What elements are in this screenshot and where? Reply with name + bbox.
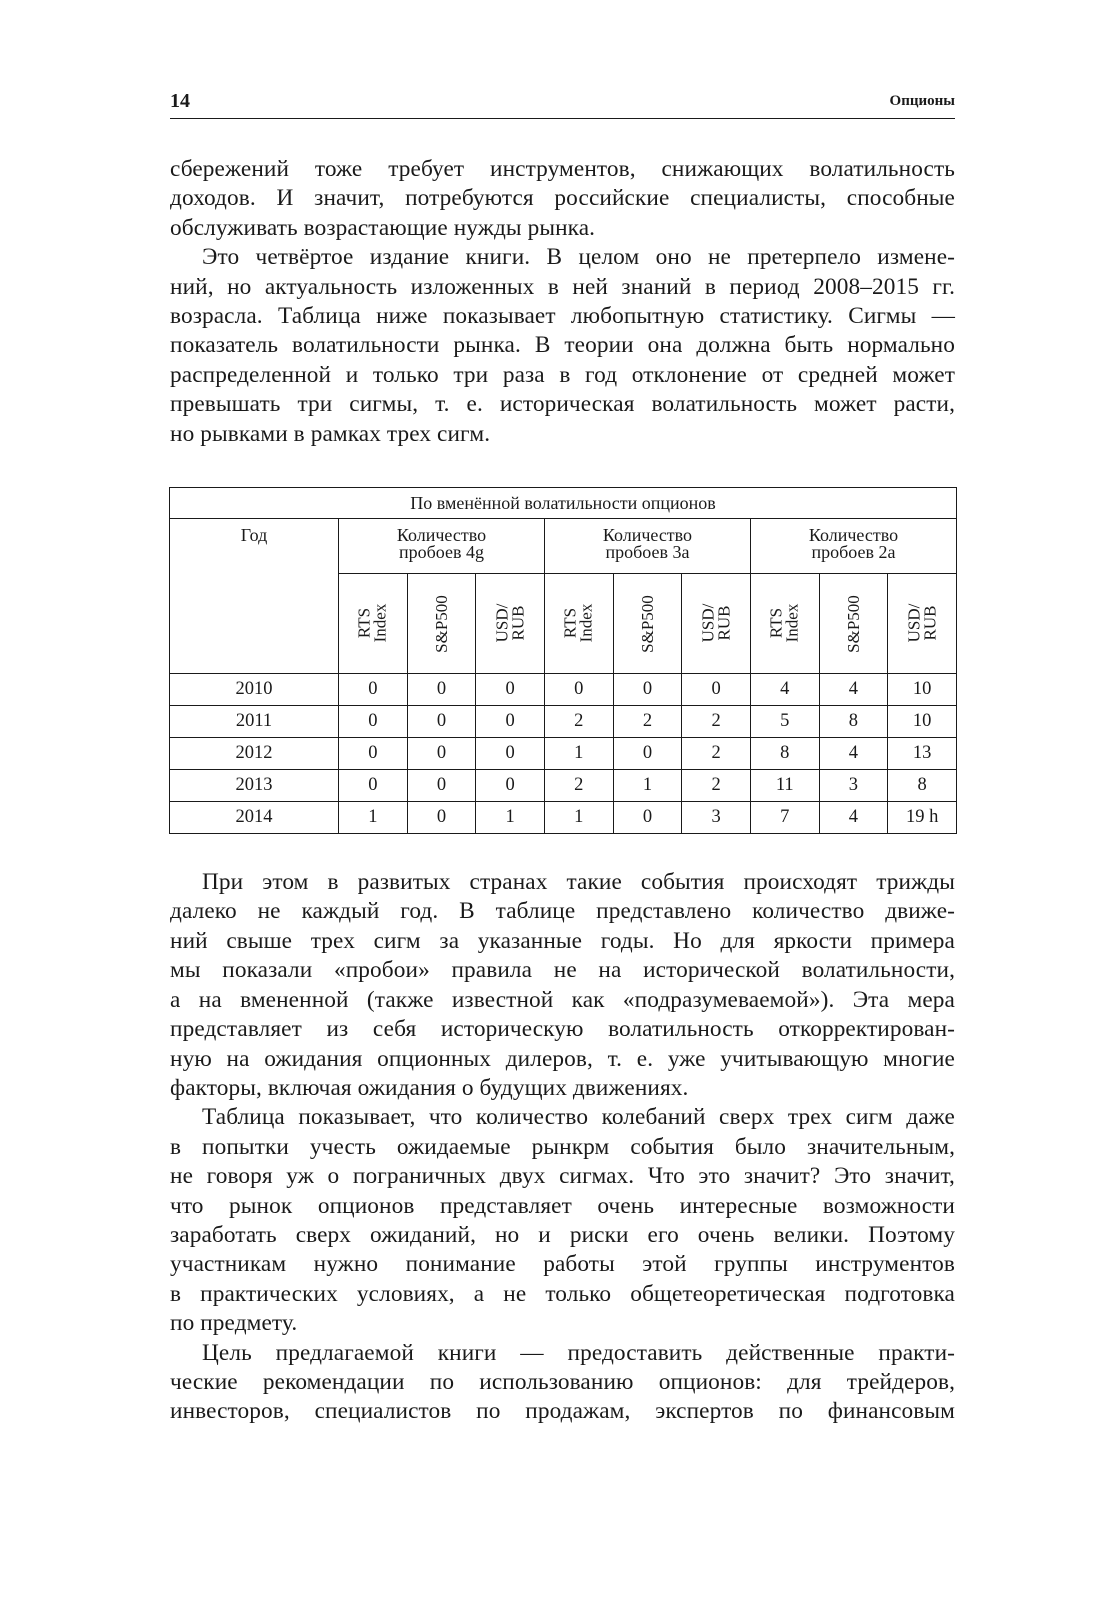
group-header-line: пробоев 3a [605,542,690,563]
table-row [170,738,957,770]
value-cell: 0 [407,770,476,802]
text-line: Цель предлагаемой книги — предоставить действенные практи- [202,1339,955,1366]
value-cell: 4 [819,802,888,834]
sub-header-sp500: S&P500 [613,574,682,674]
value-cell: 5 [750,706,819,738]
paragraph-2 [170,243,955,449]
paragraph-5 [170,1339,955,1427]
group-header-2a [750,519,956,574]
text-line: а на вмененной (также известной как «подразумеваемой»). Эта мера [170,986,955,1013]
group-header-line: Количество [808,525,899,546]
value-cell: 19 h [888,802,957,834]
text-line: по предмету. [170,1310,298,1337]
paragraph-1 [170,155,955,243]
text-line: участникам нужно понимание работы этой группы инструментов [170,1251,955,1278]
value-cell: 11 [750,770,819,802]
value-cell: 0 [613,738,682,770]
value-cell: 1 [476,802,545,834]
group-header-line: пробоев 4g [398,542,484,563]
sub-header-usdrub: USD/ RUB [682,574,751,674]
year-cell: 2010 [170,674,339,706]
value-cell: 0 [339,674,408,706]
sub-header-sp500: S&P500 [819,574,888,674]
sub-header-rts: RTS Index [750,574,819,674]
value-cell: 2 [682,706,751,738]
table-row [170,706,957,738]
volatility-table [169,487,957,834]
running-header [170,88,955,119]
text-line: что рынок опционов представляет очень интересные возможности [170,1192,955,1219]
year-cell: 2011 [170,706,339,738]
value-cell: 0 [476,674,545,706]
paragraph-3 [170,868,955,1103]
year-cell: 2014 [170,802,339,834]
text-line: При этом в развитых странах такие события происходят трижды [202,869,955,896]
value-cell: 4 [819,674,888,706]
text-line: ную на ожидания опционных дилеров, т. е. уже учитывающую многие [170,1045,955,1072]
sub-header-usdrub: USD/ RUB [888,574,957,674]
value-cell: 1 [544,802,613,834]
group-header-line: Количество [396,525,487,546]
sub-header-rts: RTS Index [339,574,408,674]
value-cell: 10 [888,706,957,738]
value-cell: 2 [682,738,751,770]
text-line: показатель волатильности рынка. В теории она должна быть нормально [170,332,955,359]
group-header-line: пробоев 2a [811,542,896,563]
value-cell: 3 [819,770,888,802]
text-line: Это четвёртое издание книги. В целом оно не претерпело измене- [202,244,955,271]
table-row [170,674,957,706]
page [170,88,955,1427]
value-cell: 2 [544,706,613,738]
text-line: инвесторов, специалистов по продажам, экспертов по финансовым [170,1398,955,1425]
text-line: в практических условиях, а не только общетеоретическая подготовка [170,1280,955,1307]
value-cell: 0 [544,674,613,706]
text-line: ний, но актуальность изложенных в ней знаний в период 2008–2015 гг. [170,273,955,300]
value-cell: 0 [476,738,545,770]
text-line: представляет из себя историческую волатильность откорректирован- [170,1016,955,1043]
text-line: не говоря уж о пограничных двух сигмах. Что это значит? Это значит, [170,1163,955,1190]
text-line: возрасла. Таблица ниже показывает любопытную статистику. Сигмы — [170,303,955,330]
text-line: заработать сверх ожиданий, но и риски его очень велики. Поэтому [170,1221,955,1248]
text-line: распределенной и только три раза в год отклонение от средней может [170,361,955,388]
value-cell: 13 [888,738,957,770]
text-line: факторы, включая ожидания о будущих движениях. [170,1074,689,1101]
value-cell: 0 [613,674,682,706]
value-cell: 0 [339,706,408,738]
value-cell: 8 [750,738,819,770]
sub-header-usdrub: USD/ RUB [476,574,545,674]
value-cell: 7 [750,802,819,834]
chapter-title: Опционы [889,93,955,109]
text-line: мы показали «пробои» правила не на исторической волатильности, [170,957,955,984]
table-row [170,802,957,834]
group-header-line: Количество [602,525,693,546]
text-line: в попытки учесть ожидаемые рынкрм события было значительным, [170,1133,955,1160]
text-line: но рывками в рамках трех сигм. [170,420,491,447]
year-cell: 2012 [170,738,339,770]
value-cell: 2 [682,770,751,802]
sub-header-sp500: S&P500 [407,574,476,674]
sub-header-rts: RTS Index [544,574,613,674]
value-cell: 4 [750,674,819,706]
text-line: ний свыше трех сигм за указанные годы. Но для яркости примера [170,927,955,954]
page-number: 14 [170,90,190,112]
text-line: Таблица показывает, что количество колебаний сверх трех сигм даже [202,1104,955,1131]
paragraph-4 [170,1103,955,1338]
value-cell: 1 [339,802,408,834]
value-cell: 0 [682,674,751,706]
value-cell: 8 [888,770,957,802]
value-cell: 10 [888,674,957,706]
value-cell: 0 [407,802,476,834]
text-line: ческие рекомендации по использованию опционов: для трейдеров, [170,1368,955,1395]
value-cell: 0 [407,674,476,706]
text-line: далеко не каждый год. В таблице представлено количество движе- [170,898,955,925]
group-header-4g [339,519,545,574]
year-column-header: Год [170,519,339,674]
value-cell: 1 [613,770,682,802]
value-cell: 0 [407,706,476,738]
value-cell: 2 [544,770,613,802]
table-row [170,770,957,802]
value-cell: 4 [819,738,888,770]
text-line: доходов. И значит, потребуются российские специалисты, способные [170,185,955,212]
text-line: сбережений тоже требует инструментов, снижающих волатильность [170,156,955,182]
text-line: превышать три сигмы, т. е. историческая волатильность может расти, [170,391,955,418]
year-cell: 2013 [170,770,339,802]
value-cell: 0 [407,738,476,770]
text-line: обслуживать возрастающие нужды рынка. [170,214,596,241]
group-header-3a [544,519,750,574]
table-caption: По вменённой волатильности опционов [170,488,957,519]
value-cell: 2 [613,706,682,738]
value-cell: 0 [613,802,682,834]
value-cell: 0 [476,770,545,802]
value-cell: 0 [339,738,408,770]
value-cell: 1 [544,738,613,770]
value-cell: 3 [682,802,751,834]
value-cell: 8 [819,706,888,738]
value-cell: 0 [476,706,545,738]
value-cell: 0 [339,770,408,802]
